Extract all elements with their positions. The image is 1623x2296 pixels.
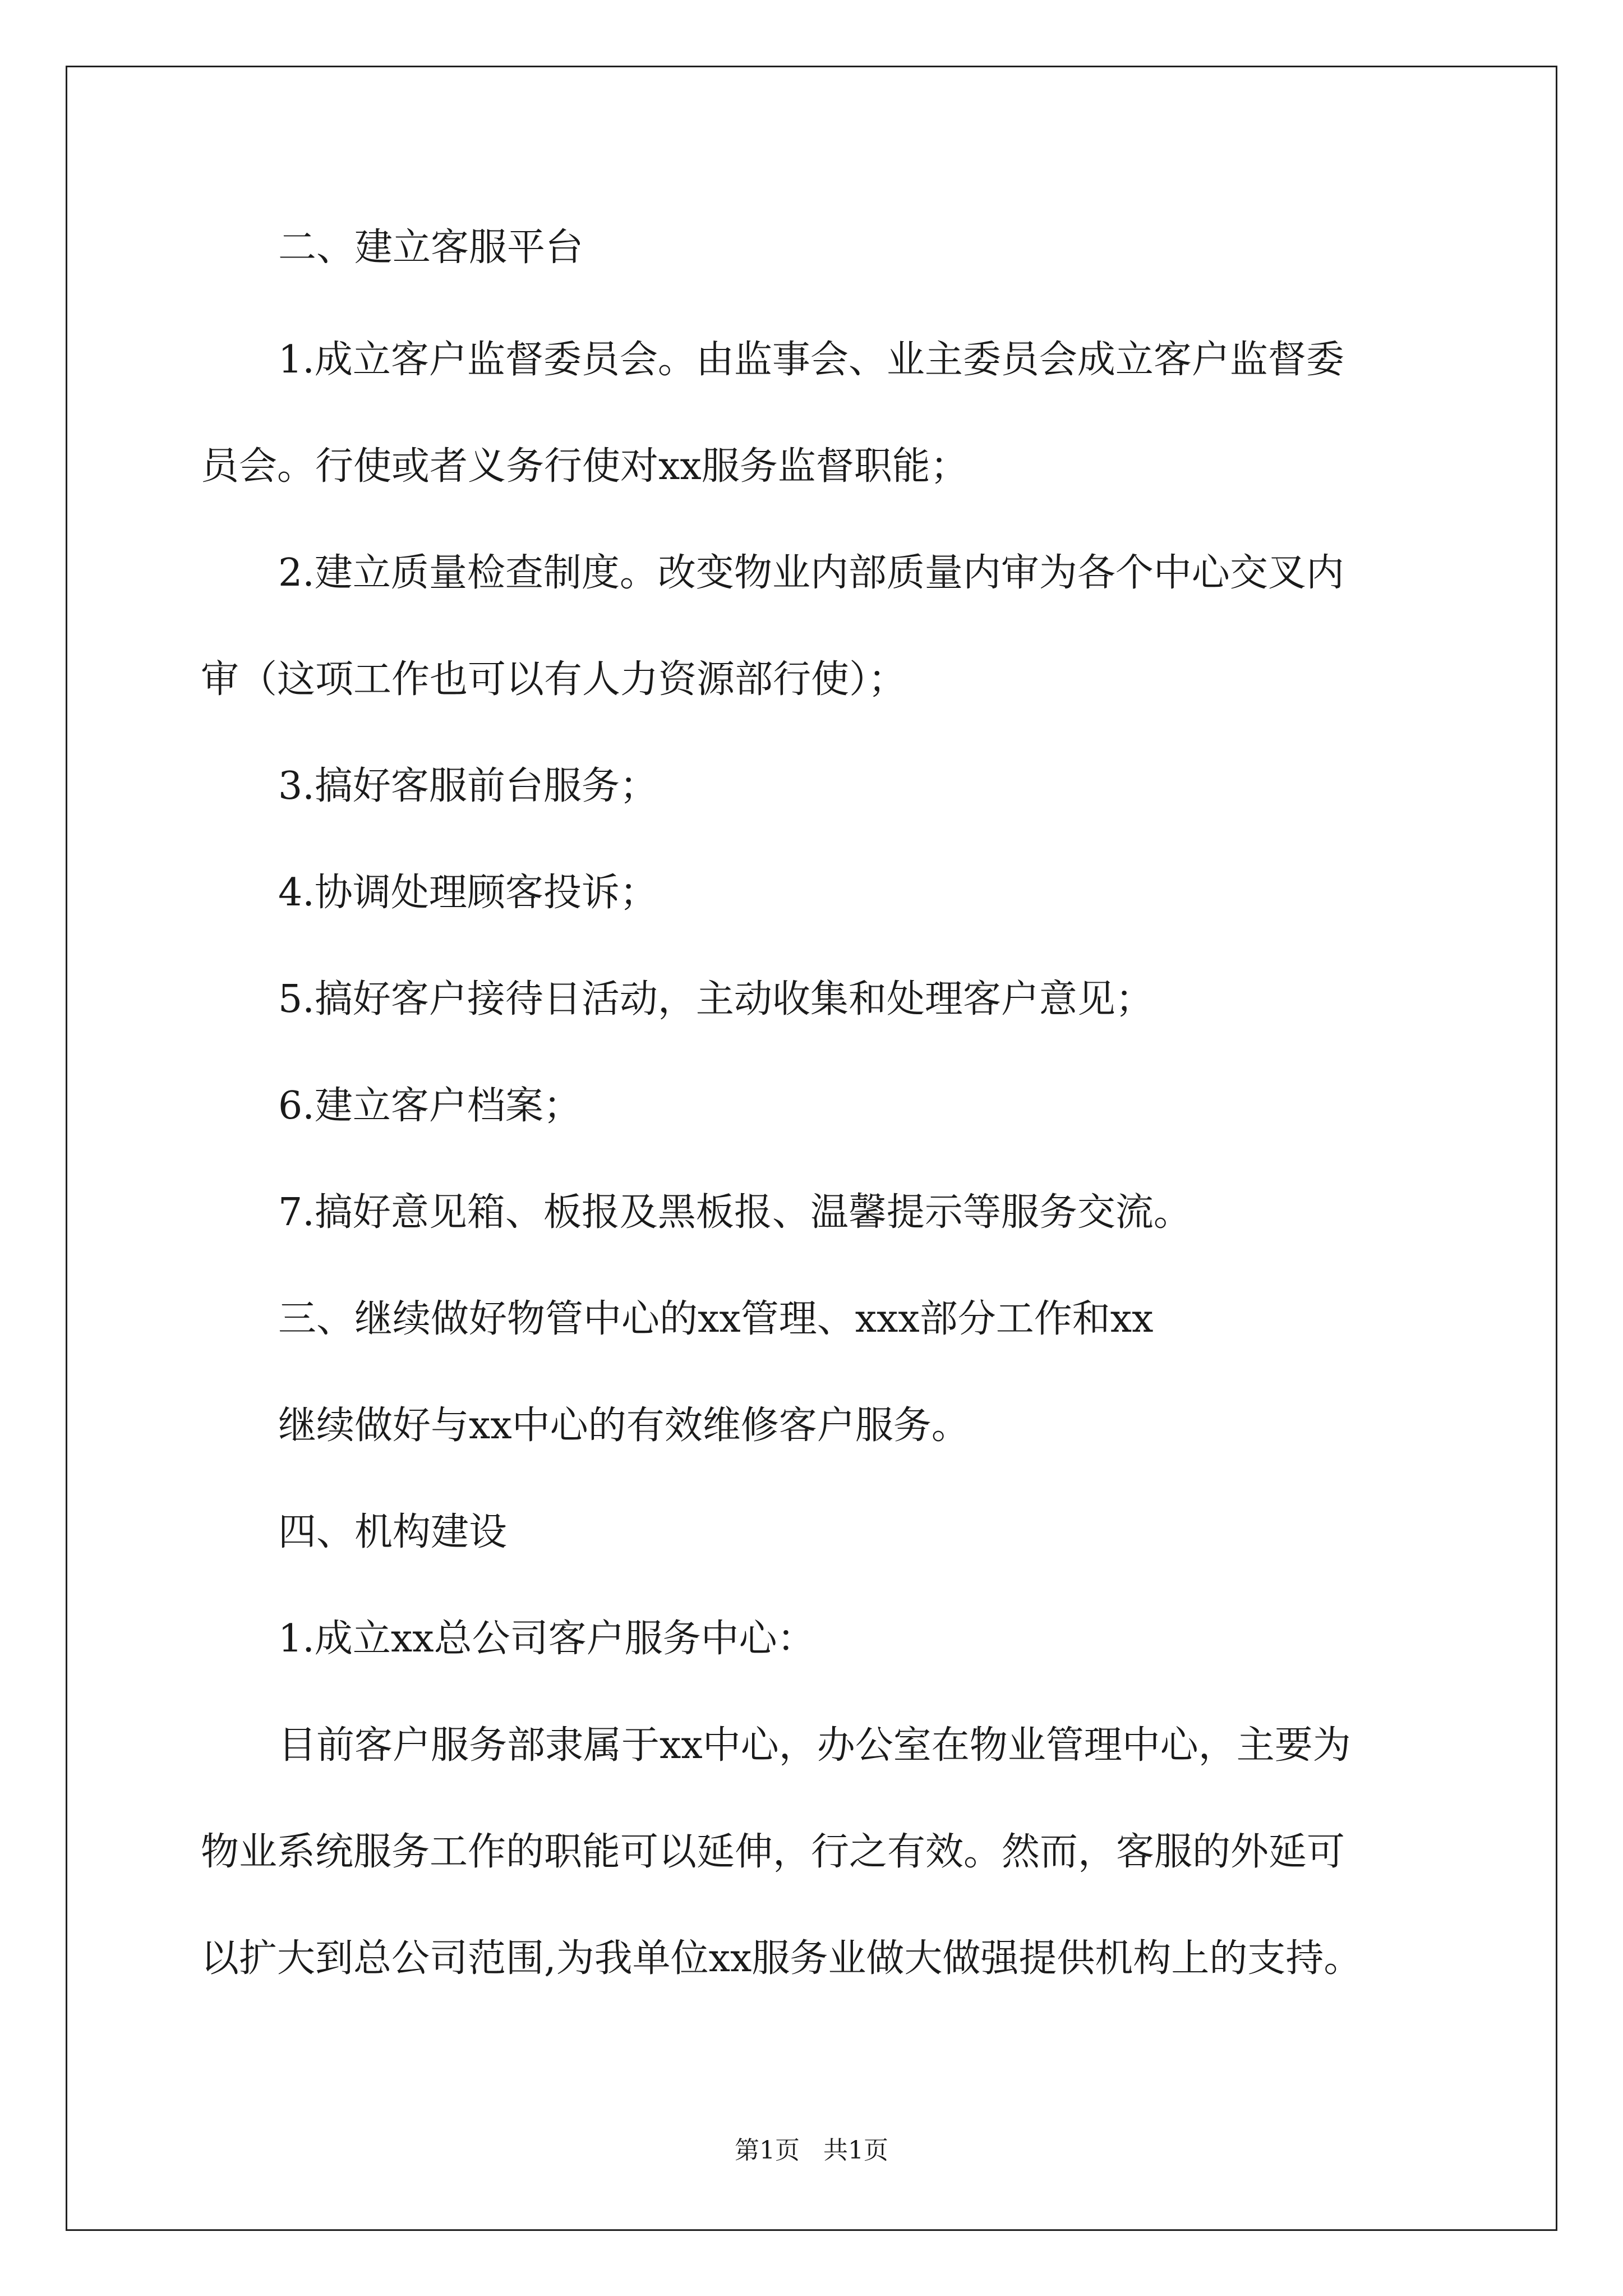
paragraph-line: 物业系统服务工作的职能可以延伸，行之有效。然而，客服的外延可 bbox=[201, 1830, 1345, 1874]
paragraph-line: 继续做好与xx中心的有效维修客户服务。 bbox=[278, 1404, 970, 1448]
paragraph-line: 2.建立质量检查制度。改变物业内部质量内审为各个中心交叉内 bbox=[278, 551, 1344, 595]
page-border bbox=[66, 66, 1557, 2231]
heading-organization-building: 四、机构建设 bbox=[278, 1510, 508, 1554]
paragraph-line: 目前客户服务部隶属于xx中心，办公室在物业管理中心，主要为 bbox=[278, 1723, 1351, 1768]
paragraph-line: 员会。行使或者义务行使对xx服务监督职能； bbox=[201, 444, 969, 489]
paragraph-line: 1.成立客户监督委员会。由监事会、业主委员会成立客户监督委 bbox=[278, 338, 1344, 382]
paragraph-line: 3.搞好客服前台服务； bbox=[278, 764, 658, 808]
paragraph-line: 审（这项工作也可以有人力资源部行使）； bbox=[201, 657, 907, 702]
paragraph-line: 1.成立xx总公司客户服务中心： bbox=[278, 1617, 815, 1661]
paragraph-line: 6.建立客户档案； bbox=[278, 1084, 582, 1128]
heading-build-service-platform: 二、建立客服平台 bbox=[278, 226, 584, 270]
page-number-footer: 第1页 共1页 bbox=[735, 2136, 888, 2165]
paragraph-line: 4.协调处理顾客投诉； bbox=[278, 871, 658, 915]
paragraph-line: 以扩大到总公司范围,为我单位xx服务业做大做强提供机构上的支持。 bbox=[201, 1936, 1362, 1981]
paragraph-line: 5.搞好客户接待日活动，主动收集和处理客户意见； bbox=[278, 977, 1154, 1022]
heading-continue-management: 三、继续做好物管中心的xx管理、xxx部分工作和xx bbox=[278, 1297, 1154, 1341]
paragraph-line: 7.搞好意见箱、板报及黑板报、温馨提示等服务交流。 bbox=[278, 1190, 1192, 1235]
